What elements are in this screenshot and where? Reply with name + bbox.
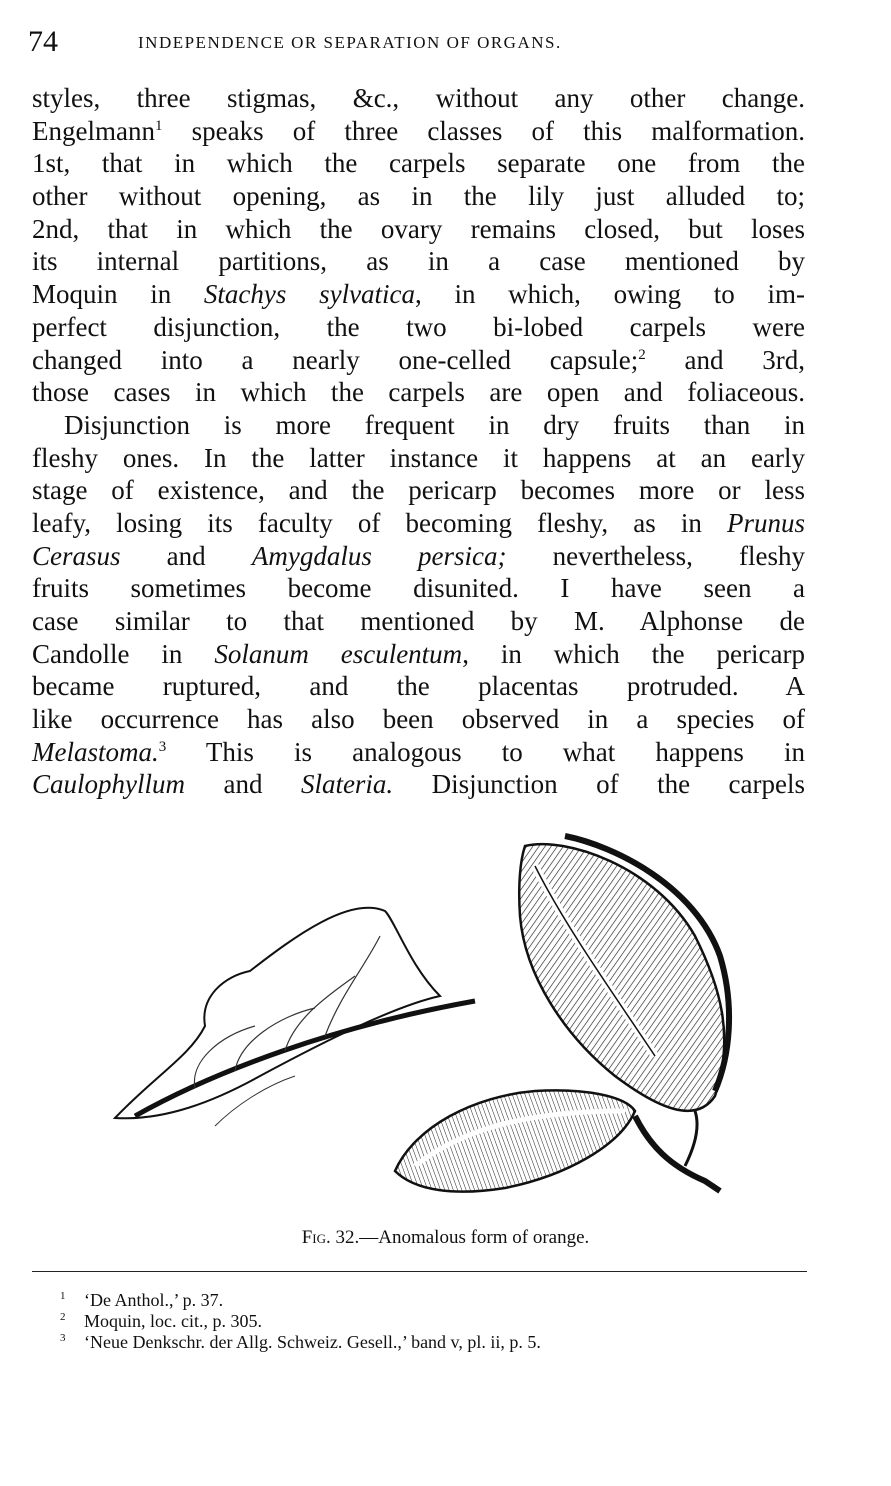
text-line: styles, three stigmas, &c., without any other change. — [32, 83, 805, 113]
footnote-divider — [32, 1271, 807, 1272]
text-line: fleshy ones. In the latter instance it happens at an early — [32, 442, 805, 473]
stem — [635, 1116, 720, 1191]
leaf-shape — [115, 908, 440, 1119]
footnote: 3 ‘Neue Denkschr. der Allg. Schweiz. Gesell.,’ band v, pl. ii, p. 5. — [60, 1332, 541, 1352]
text-line: Engelmann$^1$ speaks of three classes of this malformation. — [32, 115, 805, 146]
text-line: fruits sometimes become disunited. I have seen a — [32, 573, 805, 604]
text-line: Disjunction is more frequent in dry fruits than in — [64, 409, 805, 440]
species-name: Prunus — [726, 507, 805, 538]
text-line: case similar to that mentioned by M. Alphonse de — [32, 606, 805, 636]
figure-label: Fig. 32. — [301, 1227, 360, 1248]
species-name: Cerasus — [32, 540, 121, 571]
text-line: like occurrence has also been observed in a species of — [32, 704, 805, 735]
text-line: changed into a nearly one-celled capsule;$^2$ and 3rd, — [32, 344, 805, 375]
page-header — [28, 24, 808, 60]
footnote: 1 ‘De Anthol.,’ p. 37. — [60, 1290, 224, 1310]
engraving-orange-icon — [95, 826, 740, 1206]
species-name: Slateria. — [300, 769, 394, 800]
text-line: those cases in which the carpels are open and foliaceous. — [32, 377, 805, 408]
text-line: Caulophyllum and Slateria. Disjunction of the carpels — [32, 769, 805, 800]
text-line: Candolle in Solanum esculentum, in which the pericarp — [32, 638, 805, 669]
species-name: Stachys sylvatica — [203, 279, 416, 310]
text-line: other without opening, as in the lily just alluded to; — [32, 181, 805, 212]
running-head: INDEPENDENCE OR SEPARATION OF ORGANS. — [138, 33, 562, 52]
species-name: Caulophyllum — [32, 769, 185, 800]
text-line: its internal partitions, as in a case mentioned by — [32, 246, 805, 277]
text-line: Moquin in Stachys sylvatica, in which, owing to im- — [32, 279, 805, 310]
text-line: 1st, that in which the carpels separate one from the — [32, 148, 805, 179]
page-number: 74 — [28, 25, 58, 58]
text-line: became ruptured, and the placentas protruded. A — [32, 671, 805, 702]
footnote-ref: 1 — [154, 117, 163, 134]
upper-carpel — [519, 844, 724, 1111]
species-name: Solanum esculentum — [214, 638, 463, 669]
text-line: stage of existence, and the pericarp becomes more or less — [32, 475, 805, 506]
species-name: Amygdalus persica; — [251, 540, 507, 571]
figure-caption-text: —Anomalous form of orange. — [359, 1227, 590, 1248]
body-text — [32, 82, 805, 801]
footnote: 2 Moquin, loc. cit., p. 305. — [60, 1311, 262, 1331]
lower-carpel — [395, 1090, 635, 1191]
footnote-ref: 3 — [158, 738, 167, 755]
text-line: perfect disjunction, the two bi-lobed carpels were — [32, 311, 805, 342]
footnotes — [60, 1290, 541, 1353]
figure-caption — [0, 1226, 891, 1250]
text-line: leafy, losing its faculty of becoming fleshy, as in Prunus — [32, 507, 805, 538]
text-line: 2nd, that in which the ovary remains closed, but loses — [32, 213, 805, 244]
orange-illustration — [95, 826, 740, 1206]
text-line: Cerasus and Amygdalus persica; nevertheless, fleshy — [32, 540, 806, 571]
text-line: Melastoma.$^3$ This is analogous to what happens in — [32, 736, 805, 767]
footnote-ref: 2 — [638, 346, 646, 363]
species-name: Melastoma. — [32, 736, 159, 767]
